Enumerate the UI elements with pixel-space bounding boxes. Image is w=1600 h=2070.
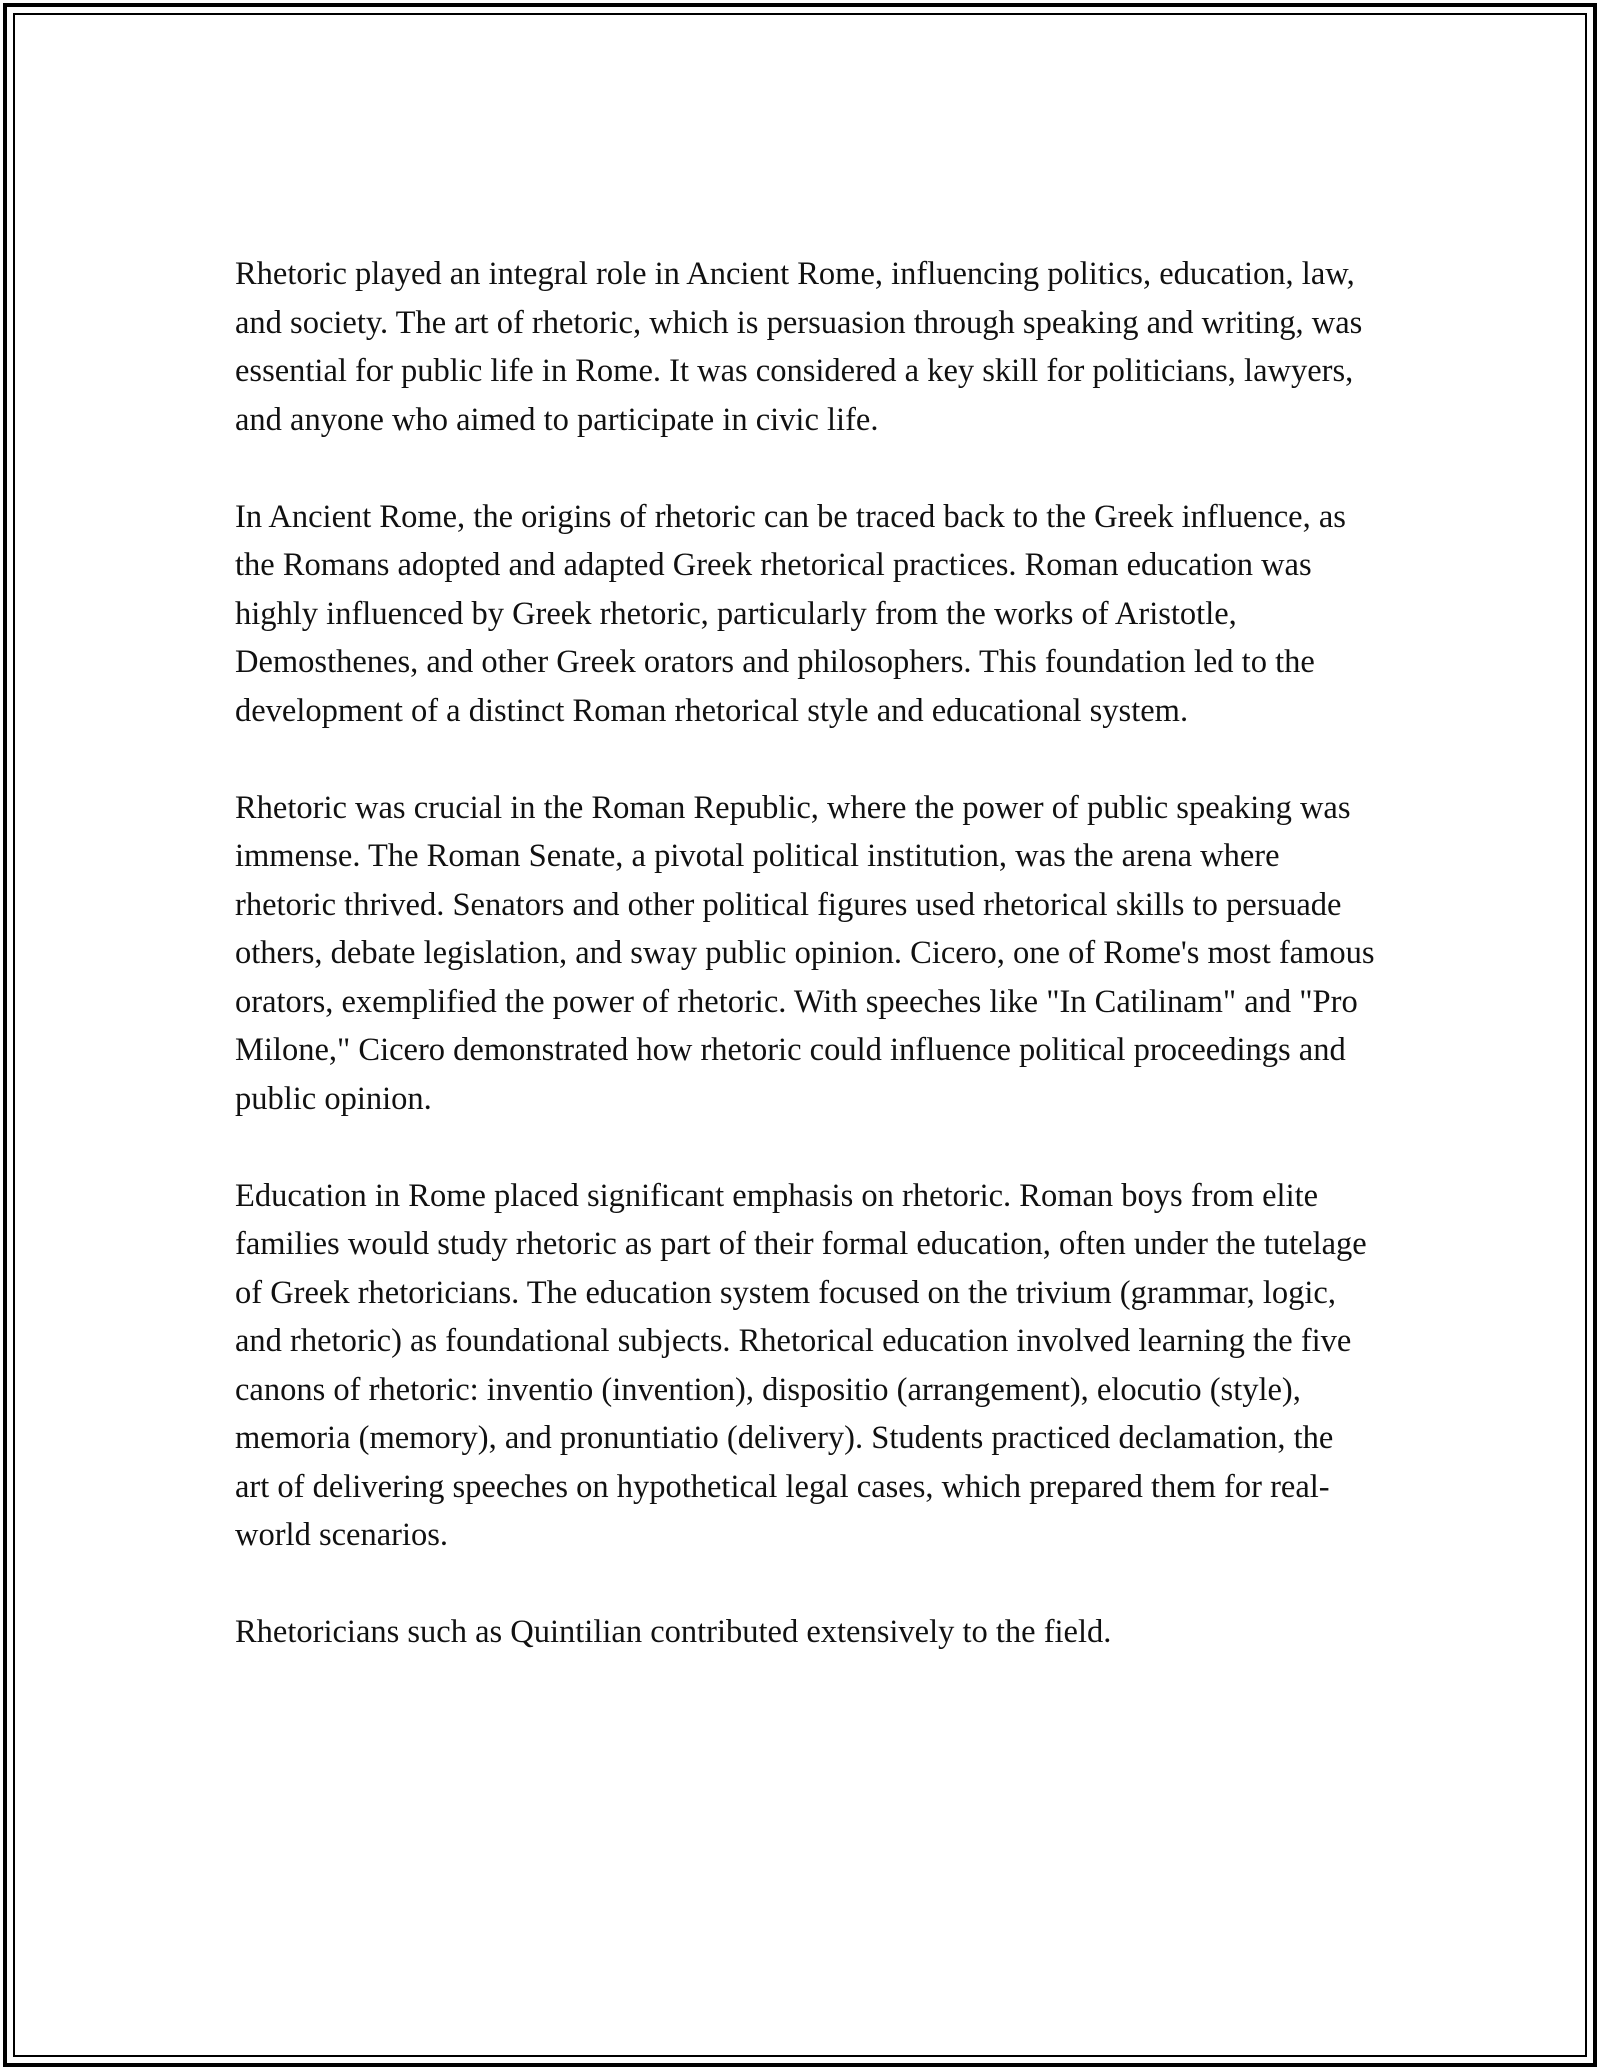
paragraph-3: Rhetoric was crucial in the Roman Republic, where the power of public speaking was immense. The Roman Senate, a pivotal political institution, was the arena where rhetoric thrived. Senators and other political figures used rhetorical skills to persuade others, debate legislation, and sway public opinion. Cicero, one of Rome's most famous orators, exemplified the power of rhetoric. With speeches like "In Catilinam" and "Pro Milone," Cicero demonstrated how rhetoric could influence political proceedings and public opinion.	[235, 789, 1375, 1117]
paragraph-2: In Ancient Rome, the origins of rhetoric can be traced back to the Greek influence, as the Romans adopted and adapted Greek rhetorical practices. Roman education was highly influenced by Greek rhetoric, particularly from the works of Aristotle, Demosthenes, and other Greek orators and philosophers. This foundation led to the development of a distinct Roman rhetorical style and educational system.	[235, 498, 1346, 729]
paragraph-5: Rhetoricians such as Quintilian contributed extensively to the field.	[235, 1614, 1112, 1650]
paragraph-4: Education in Rome placed significant emphasis on rhetoric. Roman boys from elite families would study rhetoric as part of their formal education, often under the tutelage of Greek rhetoricians. The education system focused on the trivium (grammar, logic, and rhetoric) as foundational subjects. Rhetorical education involved learning the five canons of rhetoric: inventio (invention), dispositio (arrangement), elocutio (style), memoria (memory), and pronuntiatio (delivery). Students practiced declamation, the art of delivering speeches on hypothetical legal cases, which prepared them for real-world scenarios.	[235, 1177, 1367, 1553]
paragraph-1: Rhetoric played an integral role in Ancient Rome, influencing politics, education, law, and society. The art of rhetoric, which is persuasion through speaking and writing, was essential for public life in Rome. It was considered a key skill for politicians, lawyers, and anyone who aimed to participate in civic life.	[235, 256, 1363, 438]
document-body	[235, 250, 1375, 1705]
